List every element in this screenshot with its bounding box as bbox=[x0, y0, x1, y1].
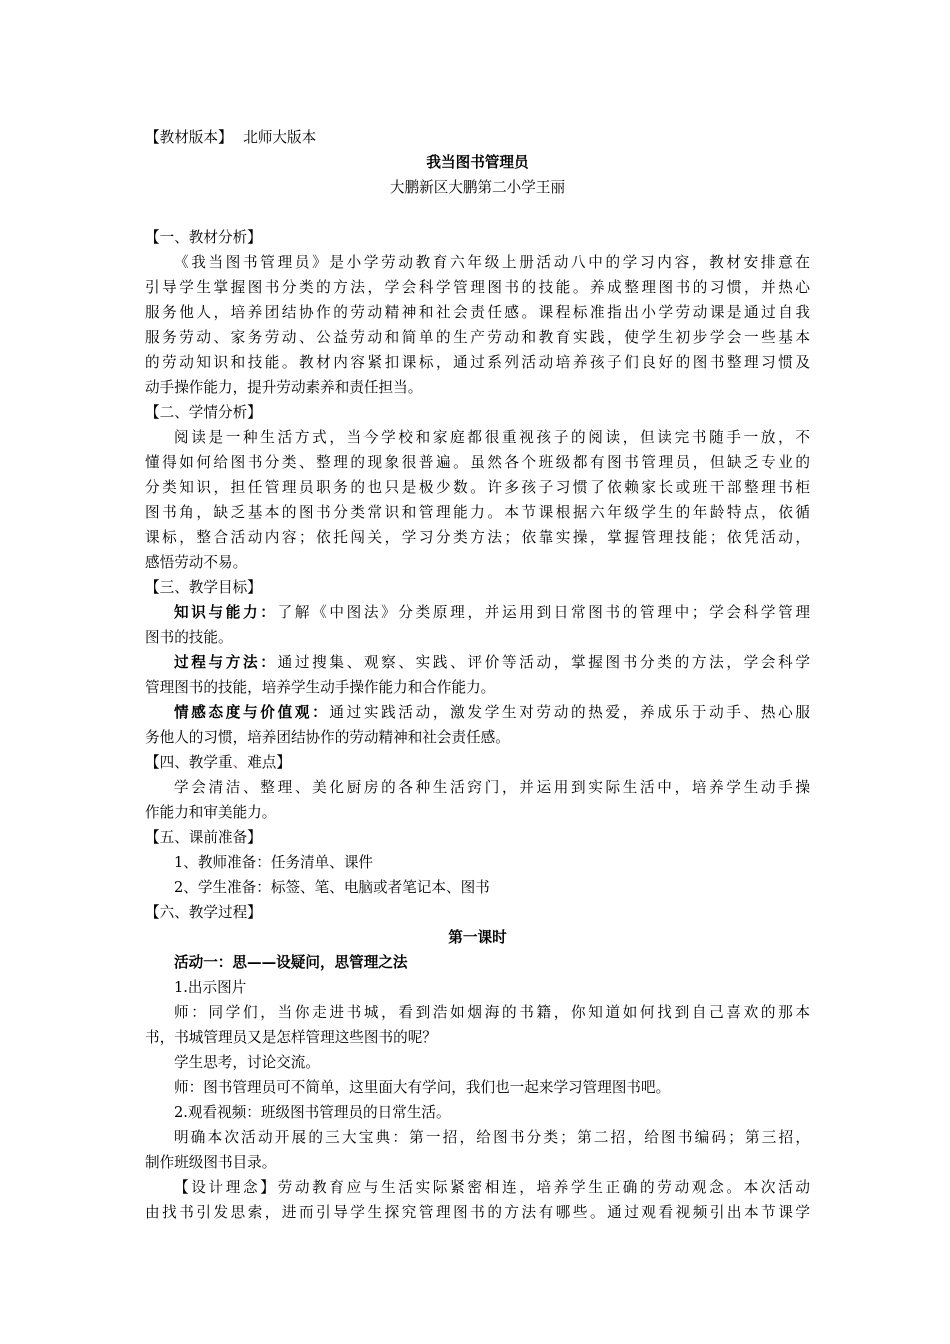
section-6-heading: 【六、教学过程】 bbox=[145, 904, 262, 921]
goal-emotion-text: 通过实践活动，激发学生对劳动的热爱，养成乐于动手、热心服 bbox=[329, 704, 810, 721]
method-line: 明确本次活动开展的三大宝典：第一招，给图书分类；第二招，给图书编码；第三招， bbox=[174, 1129, 810, 1146]
teacher-line-3: 师：图书管理员可不简单，这里面大有学问，我们也一起来学习管理图书吧。 bbox=[174, 1079, 671, 1096]
section-2-line: 图书角，缺乏基本的图书分类常识和管理能力。本节课根据六年级学生的年龄特点，依循 bbox=[145, 504, 810, 521]
section-2-line: 感悟劳动不易。 bbox=[145, 554, 248, 571]
section-4-heading bbox=[145, 753, 810, 773]
edition-line bbox=[145, 128, 810, 148]
section-1-line: 《我当图书管理员》是小学劳动教育六年级上册活动八中的学习内容，教材安排意在 bbox=[174, 254, 810, 271]
section-2-line: 懂得如何给图书分类、整理的现象很普遍。虽然各个班级都有图书管理员，但缺乏专业的 bbox=[145, 454, 810, 471]
section-2-line: 课标，整合活动内容；依托闯关，学习分类方法；依靠实操，掌握管理技能；依凭活动， bbox=[145, 529, 810, 546]
section-4-line-2: 作能力和审美能力。 bbox=[145, 804, 277, 821]
author-line: 大鹏新区大鹏第二小学王丽 bbox=[389, 179, 566, 196]
section-1-line: 服务劳动、家务劳动、公益劳动和简单的生产劳动和教育实践，使学生初步学会一些基本 bbox=[145, 329, 810, 346]
goal-process-text: 通过搜集、观察、实践、评价等活动，掌握图书分类的方法，学会科学 bbox=[277, 654, 810, 671]
goal-knowledge-label: 知识与能力： bbox=[174, 604, 278, 621]
section-1-line: 引导学生掌握图书分类的方法，学会科学管理图书的技能。养成整理图书的习惯，并热心 bbox=[145, 279, 810, 296]
section-2-line: 分类知识，担任管理员职务的也只是极少数。许多孩子习惯了依赖家长或班干部整理书柜 bbox=[145, 479, 810, 496]
section-1-heading: 【一、教材分析】 bbox=[145, 229, 262, 246]
section-4-heading-a: 【四、教学重 bbox=[145, 754, 233, 771]
step-1: 1.出示图片 bbox=[174, 979, 247, 996]
section-1-line: 的劳动知识和技能。教材内容紧扣课标，通过系列活动培养孩子们良好的图书整理习惯及 bbox=[145, 354, 810, 371]
goal-knowledge-line-2: 图书的技能。 bbox=[145, 629, 233, 646]
section-2-line: 阅读是一种生活方式，当今学校和家庭都很重视孩子的阅读，但读完书随手一放，不 bbox=[174, 429, 810, 446]
edition-label: 【教材版本】 bbox=[145, 129, 233, 146]
activity-title: 活动一：思——设疑问，思管理之法 bbox=[174, 954, 408, 971]
section-2-heading: 【二、学情分析】 bbox=[145, 404, 262, 421]
prep-teacher: 1、教师准备：任务清单、课件 bbox=[174, 854, 374, 871]
goal-knowledge-line bbox=[174, 603, 810, 623]
goal-emotion-label: 情感态度与价值观： bbox=[174, 704, 330, 721]
edition-value: 北师大版本 bbox=[243, 129, 317, 146]
method-line-2: 制作班级图书目录。 bbox=[145, 1154, 277, 1171]
teacher-line-2: 书，书城管理员又是怎样管理这些图书的呢？ bbox=[145, 1029, 437, 1046]
goal-process-label: 过程与方法： bbox=[174, 654, 278, 671]
document-title: 我当图书管理员 bbox=[426, 154, 529, 171]
goal-emotion-line-2: 务他人的习惯，培养团结协作的劳动精神和社会责任感。 bbox=[145, 729, 510, 746]
design-line-2: 由找书引发思索，进而引导学生探究管理图书的方法有哪些。通过观看视频引出本节课学 bbox=[145, 1204, 810, 1221]
teacher-line: 师：同学们，当你走进书城，看到浩如烟海的书籍，你知道如何找到自己喜欢的那本 bbox=[174, 1004, 810, 1021]
goal-emotion-line bbox=[174, 703, 810, 723]
section-5-heading: 【五、课前准备】 bbox=[145, 829, 262, 846]
prep-student: 2、学生准备：标签、笔、电脑或者笔记本、图书 bbox=[174, 879, 490, 896]
section-1-line: 服务他人，培养团结协作的劳动精神和社会责任感。课程标准指出小学劳动课是通过自我 bbox=[145, 304, 810, 321]
goal-process-line-2: 管理图书的技能，培养学生动手操作能力和合作能力。 bbox=[145, 679, 496, 696]
design-line: 【设计理念】劳动教育应与生活实际紧密相连，培养学生正确的劳动观念。本次活动 bbox=[174, 1179, 810, 1196]
goal-knowledge-text: 了解《中图法》分类原理，并运用到日常图书的管理中；学会科学管理 bbox=[277, 604, 810, 621]
step-2: 2.观看视频：班级图书管理员的日常生活。 bbox=[174, 1104, 451, 1121]
student-line: 学生思考，讨论交流。 bbox=[174, 1054, 320, 1071]
section-3-heading: 【三、教学目标】 bbox=[145, 579, 262, 596]
goal-process-line bbox=[174, 653, 810, 673]
lesson-title: 第一课时 bbox=[448, 929, 507, 946]
section-4-line: 学会清洁、整理、美化厨房的各种生活窍门，并运用到实际生活中，培养学生动手操 bbox=[174, 779, 810, 796]
section-1-line: 动手操作能力，提升劳动素养和责任担当。 bbox=[145, 379, 423, 396]
section-4-heading-sep: 、 bbox=[232, 754, 248, 771]
section-4-heading-b: 难点】 bbox=[247, 754, 291, 771]
